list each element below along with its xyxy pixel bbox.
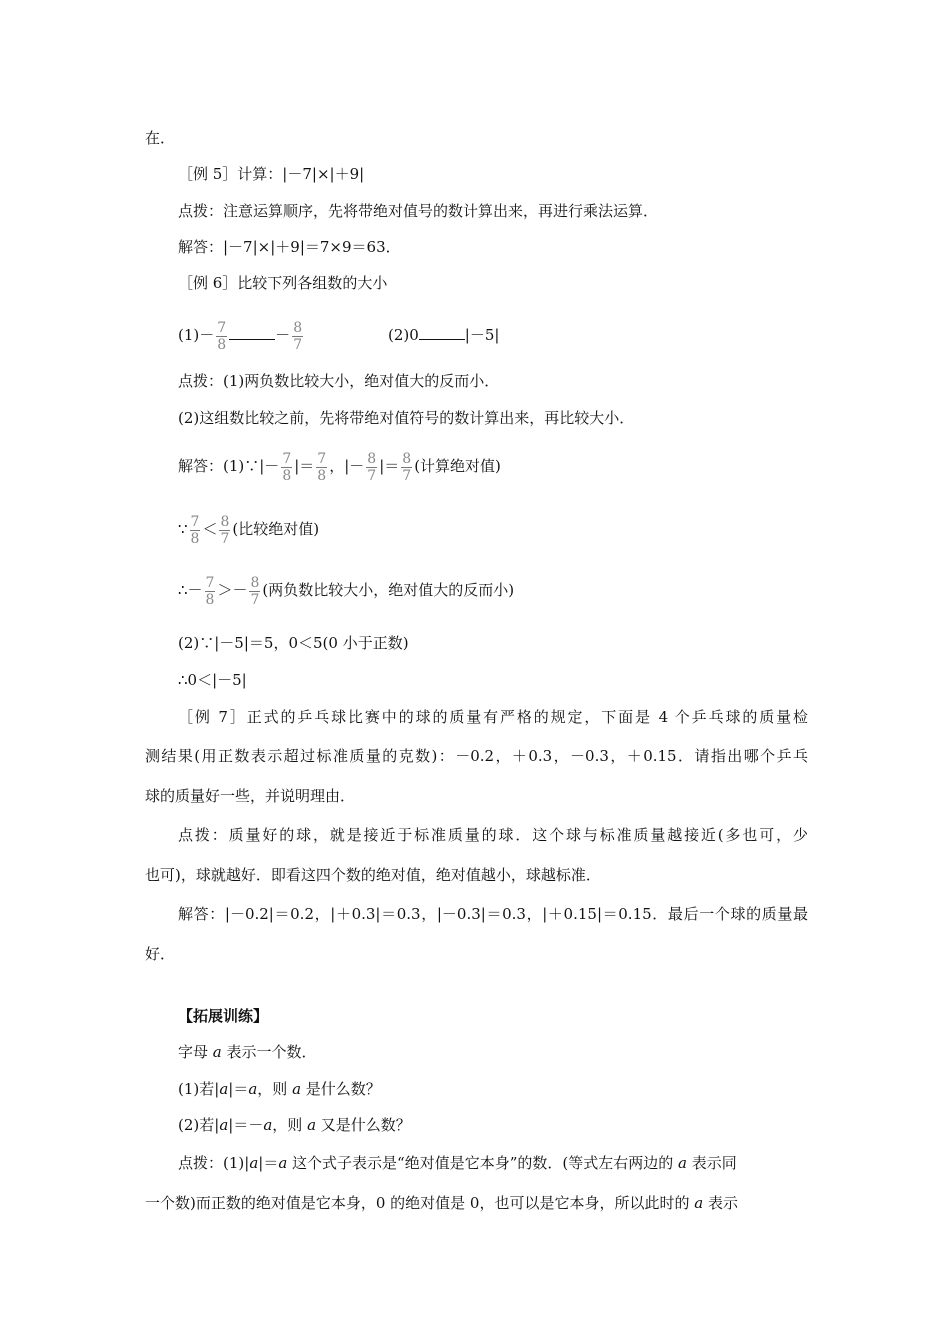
comparison-line-2 <box>388 314 499 356</box>
numerator: 7 <box>217 319 227 336</box>
fraction <box>281 451 292 484</box>
text-span: |＝ <box>258 1154 279 1172</box>
text-span: (两负数比较大小，绝对值大的反而小) <box>262 581 515 599</box>
variable-a: a <box>278 1154 288 1172</box>
fraction <box>366 451 377 484</box>
denominator: 8 <box>205 591 215 608</box>
fraction <box>401 451 412 484</box>
example-6-heading: ［例 6］比较下列各组数的大小 <box>178 274 388 292</box>
text-span: 又是什么数？ <box>316 1116 411 1134</box>
text-span: 是什么数？ <box>301 1080 381 1098</box>
numerator: 8 <box>220 513 230 530</box>
answer-line <box>178 445 501 487</box>
text-span: ，则 <box>272 1116 308 1134</box>
variable-a: a <box>248 1080 258 1098</box>
denominator: 8 <box>317 467 327 484</box>
text-span: (1)若| <box>178 1080 220 1098</box>
numerator: 7 <box>190 513 200 530</box>
fraction <box>292 320 303 353</box>
numerator: 8 <box>367 450 377 467</box>
variable-a: a <box>694 1194 704 1212</box>
text-span: |＝ <box>228 1080 249 1098</box>
text-span: (计算绝对值) <box>414 457 501 475</box>
text-span: |＝ <box>294 457 315 475</box>
fraction <box>219 514 230 547</box>
text-span: (2)0 <box>388 326 419 344</box>
denominator: 7 <box>293 336 303 353</box>
variable-a: a <box>307 1116 317 1134</box>
hint-line: (2)这组数比较之前，先将带绝对值符号的数计算出来，再比较大小． <box>178 409 635 427</box>
variable-a: a <box>219 1080 229 1098</box>
fraction <box>205 575 216 608</box>
text-line: 测结果(用正数表示超过标准质量的克数)：－0.2，＋0.3，－0.3，＋0.15．请指出哪个乒乓 <box>145 747 808 765</box>
fraction <box>249 575 260 608</box>
text-span: － <box>275 326 291 344</box>
denominator: 8 <box>217 336 227 353</box>
text-span: ∴－ <box>178 581 203 599</box>
text-span: 表示同 <box>686 1154 737 1172</box>
variable-a: a <box>212 1043 222 1061</box>
example-5-heading: ［例 5］计算：|－7|×|＋9| <box>178 165 365 183</box>
answer-line: 解答：|－7|×|＋9|＝7×9＝63． <box>178 238 401 256</box>
answer-line: 解答：|－0.2|＝0.2，|＋0.3|＝0.3，|－0.3|＝0.3，|＋0.15|＝0.15．最后一个球的质量最 <box>178 905 808 923</box>
numerator: 8 <box>250 574 260 591</box>
answer-line: (2)∵|－5|＝5，0＜5(0 小于正数) <box>178 634 409 652</box>
answer-line <box>178 569 514 611</box>
example-7-heading: ［例 7］正式的乒乓球比赛中的球的质量有严格的规定，下面是 4 个乒乓球的质量检 <box>178 708 808 726</box>
answer-blank[interactable] <box>229 325 275 340</box>
variable-a: a <box>249 1154 259 1172</box>
denominator: 8 <box>190 530 200 547</box>
answer-blank[interactable] <box>419 325 465 340</box>
fraction <box>190 514 201 547</box>
hint-line: 也可)，球就越好．即看这四个数的绝对值，绝对值越小，球越标准． <box>145 866 601 884</box>
variable-a: a <box>678 1154 687 1172</box>
fraction <box>316 451 327 484</box>
hint-line: 点拨：注意运算顺序，先将带绝对值号的数计算出来，再进行乘法运算． <box>178 202 659 220</box>
question-line <box>178 1079 381 1099</box>
text-span: 这个式子表示是“绝对值是它本身”的数．(等式左右两边的 <box>287 1154 679 1172</box>
answer-line: ∴0＜|－5| <box>178 671 247 689</box>
section-heading: 【拓展训练】 <box>178 1007 269 1025</box>
hint-line: 点拨：(1)两负数比较大小，绝对值大的反而小． <box>178 372 500 390</box>
answer-line: 好． <box>145 945 176 963</box>
denominator: 8 <box>282 467 292 484</box>
text-span: 字母 <box>178 1043 213 1061</box>
text-span: |＝ <box>379 457 400 475</box>
text-span: (比较绝对值) <box>232 520 320 538</box>
numerator: 7 <box>282 450 292 467</box>
text-span: 一个数)而正数的绝对值是它本身，0 的绝对值是 0，也可以是它本身，所以此时的 <box>145 1194 695 1212</box>
text-span: 表示一个数． <box>221 1043 317 1061</box>
answer-line <box>178 508 319 550</box>
denominator: 7 <box>220 530 230 547</box>
text-span: ＜ <box>202 520 218 538</box>
hint-line <box>178 1153 737 1173</box>
hint-line: 点拨：质量好的球，就是接近于标准质量的球．这个球与标准质量越接近(多也可，少 <box>178 826 808 844</box>
text-span: |＝－ <box>228 1116 264 1134</box>
text-span: ，则 <box>257 1080 293 1098</box>
variable-a: a <box>292 1080 302 1098</box>
numerator: 8 <box>293 319 303 336</box>
text-span: (2)若| <box>178 1116 220 1134</box>
denominator: 7 <box>367 467 377 484</box>
numerator: 8 <box>402 450 412 467</box>
text-span: ＞－ <box>217 581 248 599</box>
numerator: 7 <box>317 450 327 467</box>
hint-line <box>145 1193 738 1213</box>
text-line: 球的质量好一些，并说明理由． <box>145 787 356 805</box>
denominator: 7 <box>402 467 412 484</box>
denominator: 7 <box>250 591 260 608</box>
variable-a: a <box>219 1116 229 1134</box>
text-span: |－5| <box>464 326 500 344</box>
comparison-line-1 <box>178 314 305 356</box>
question-line <box>178 1115 411 1135</box>
text-span: (1)－ <box>178 326 215 344</box>
text-span: ∵ <box>178 520 188 538</box>
text-line <box>178 1042 317 1062</box>
text-line: 在． <box>145 129 176 147</box>
text-span: 点拨：(1)| <box>178 1154 250 1172</box>
text-span: 表示 <box>703 1194 738 1212</box>
fraction <box>216 320 227 353</box>
numerator: 7 <box>205 574 215 591</box>
text-span: 解答：(1)∵|－ <box>178 457 280 475</box>
text-span: ，|－ <box>329 457 365 475</box>
variable-a: a <box>263 1116 273 1134</box>
